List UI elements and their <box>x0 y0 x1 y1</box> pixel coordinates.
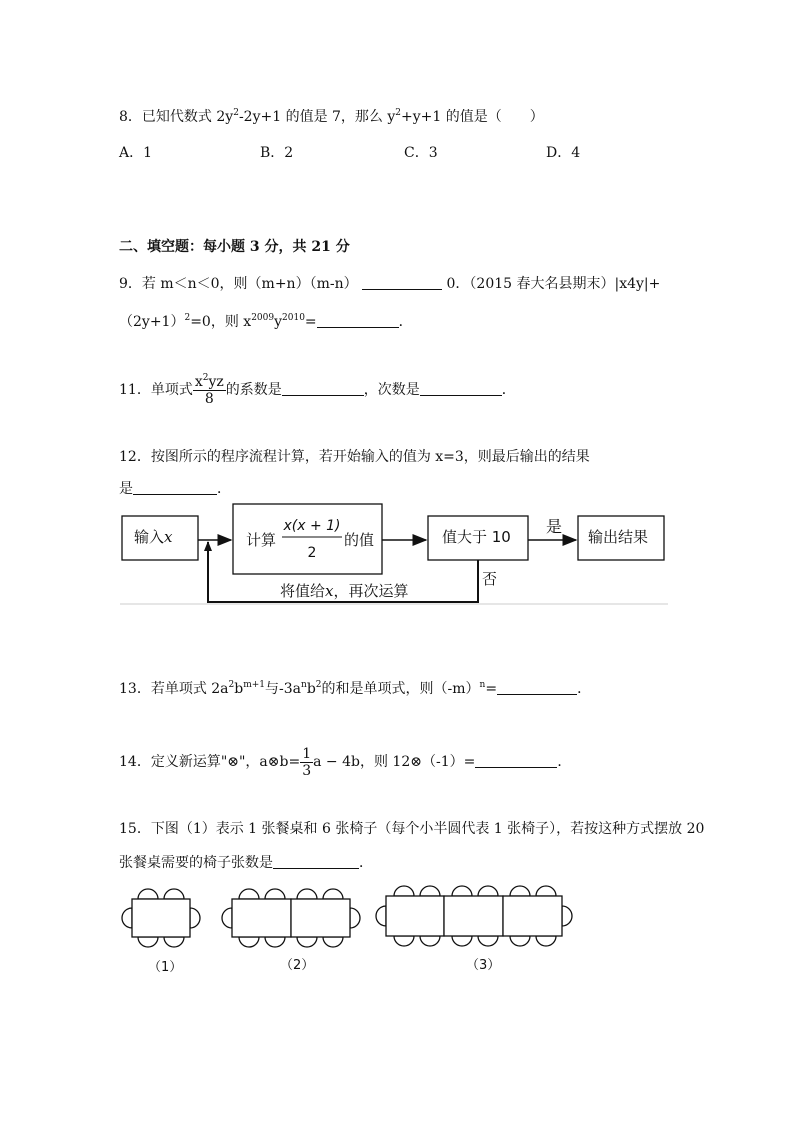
chair <box>164 937 184 947</box>
q11-blank-1[interactable] <box>282 381 364 396</box>
chair <box>297 937 317 947</box>
q13-exp-b: m+1 <box>243 680 266 690</box>
q13-exp-final: n <box>479 680 486 690</box>
q11-end: ． <box>501 382 516 398</box>
chair <box>323 937 343 947</box>
q11-blank-2[interactable] <box>420 381 502 396</box>
chair <box>265 937 285 947</box>
section-heading: 二、填空题：每小题 3 分，共 21 分 <box>119 239 350 255</box>
q8-number: 8． <box>119 109 142 125</box>
question-9-line2: $(2y+1)^2=0$，则 $x^{2009}y^{2010}=$ ． <box>119 313 413 330</box>
table <box>503 896 562 936</box>
question-14 <box>119 742 571 782</box>
question-8 <box>119 108 544 126</box>
chair <box>510 936 530 946</box>
table <box>386 896 444 936</box>
figure-3-label: （3） <box>466 958 501 973</box>
figure-3-tables <box>376 886 572 946</box>
q8-option-d: D．4 <box>546 145 581 161</box>
q13-eq: = <box>485 681 498 697</box>
chair <box>222 908 232 928</box>
q14-frac-num: 1 <box>302 745 312 762</box>
q9-line1: 9．若 m＜n＜0，则（m+n）（m-n） <box>119 276 358 292</box>
chair <box>420 936 440 946</box>
q14-pre: 14．定义新运算"⊗"，a⊗b= <box>119 754 301 770</box>
q9-blank-1[interactable] <box>362 275 442 290</box>
q8-exp2: 2 <box>395 108 402 118</box>
q15-end: ． <box>359 855 373 871</box>
q9-eq: = <box>304 314 317 330</box>
q13-exp-a: 2 <box>228 680 235 690</box>
q14-fraction <box>300 746 313 779</box>
chair <box>164 889 184 899</box>
question-13 <box>119 680 591 698</box>
q13-blank[interactable] <box>497 680 577 695</box>
flow-compute-den: 2 <box>307 545 317 561</box>
chair <box>265 889 285 899</box>
chair <box>394 936 414 946</box>
figure-2-tables <box>222 889 360 947</box>
q13-end: ． <box>577 681 592 697</box>
q15-line2 <box>119 854 373 872</box>
chair <box>190 908 200 928</box>
q8-text-mid: -2y+1 的值是 7，那么 y <box>238 109 396 125</box>
flow-no-label: 否 <box>482 570 498 588</box>
q14-frac-den: 3 <box>302 762 312 779</box>
q9-line1-tail: 0．（2015 春大名县期末）|x4y|+ <box>446 276 661 292</box>
q13-mid: 与-3a <box>265 681 302 697</box>
flow-loop-label: 将值给x，再次运算 <box>280 582 409 600</box>
chair <box>562 906 572 926</box>
q11-frac-x: x <box>194 373 203 390</box>
table <box>232 899 291 937</box>
flow-output-label: 输出结果 <box>588 528 649 546</box>
chair <box>323 889 343 899</box>
q11-frac-den: 8 <box>204 390 214 407</box>
tables-diagram <box>118 880 588 980</box>
figure-1-table <box>122 889 200 947</box>
q14-end: ． <box>557 754 572 770</box>
chair <box>510 886 530 896</box>
chair <box>536 936 556 946</box>
q8-option-b: B．2 <box>260 145 294 161</box>
table <box>291 899 350 937</box>
q9-exp-x: 2009 <box>251 313 275 323</box>
chair <box>138 937 158 947</box>
q13-b: b <box>234 681 244 697</box>
q11-mid: 的系数是 <box>225 382 282 398</box>
flow-compute-num: x(x + 1) <box>283 518 341 534</box>
q13-pre: 13．若单项式 2a <box>119 681 229 697</box>
figure-2-label: （2） <box>280 958 315 973</box>
question-11 <box>119 370 516 410</box>
q14-mid: a − 4b，则 12⊗（-1）= <box>313 754 476 770</box>
flow-yes-label: 是 <box>546 517 563 536</box>
q9-line2-pre: （2y+1） <box>119 314 185 330</box>
chair <box>478 886 498 896</box>
chair <box>452 936 472 946</box>
q12-line2 <box>119 480 231 498</box>
q13-exp-n: n <box>301 680 307 690</box>
q13-b2: b <box>306 681 316 697</box>
chair <box>239 889 259 899</box>
chair <box>350 908 360 928</box>
flow-compute-post: 的值 <box>344 531 375 549</box>
q12-blank[interactable] <box>133 480 217 495</box>
q11-frac-exp: 2 <box>202 372 209 383</box>
q11-fraction <box>193 374 226 407</box>
q8-option-a: A．1 <box>119 145 153 161</box>
q15-line2-text: 张餐桌需要的椅子张数是 <box>119 855 273 871</box>
q8-option-c: C．3 <box>404 145 438 161</box>
q9-exp-y: 2010 <box>282 313 305 323</box>
figure-1-label: （1） <box>148 960 183 975</box>
chair <box>138 889 158 899</box>
chair <box>239 937 259 947</box>
q11-frac-rest: yz <box>208 373 224 390</box>
chair <box>376 906 386 926</box>
flow-compute-pre: 计算 <box>246 531 277 549</box>
q8-exp1: 2 <box>233 108 239 118</box>
q9-y: y <box>274 314 283 330</box>
q12-end: ． <box>217 481 231 497</box>
q9-blank-2[interactable] <box>317 313 399 328</box>
q13-mid2: 的和是单项式，则（-m） <box>321 681 480 697</box>
flow-condition-label: 值大于 10 <box>442 528 511 546</box>
q9-line2-mid: =0，则 x <box>190 314 252 330</box>
chair <box>420 886 440 896</box>
q8-text-post: +y+1 的值是（ ） <box>401 109 544 125</box>
q11-mid2: ，次数是 <box>363 382 420 398</box>
chair <box>536 886 556 896</box>
q14-blank[interactable] <box>475 753 557 768</box>
chair <box>297 889 317 899</box>
table <box>444 896 503 936</box>
q9-line2-exp: 2 <box>184 313 191 323</box>
q15-blank[interactable] <box>273 854 359 869</box>
flow-input-label: 输入x <box>134 528 173 546</box>
q11-number: 11．单项式 <box>119 382 193 398</box>
chair <box>394 886 414 896</box>
chair <box>478 936 498 946</box>
question-9 <box>119 275 660 293</box>
q12-line1: 12．按图所示的程序流程计算，若开始输入的值为 x=3，则最后输出的结果 <box>119 449 590 465</box>
chair <box>452 886 472 896</box>
flowchart <box>118 500 678 610</box>
q15-line1: 15．下图（1）表示 1 张餐桌和 6 张椅子（每个小半圆代表 1 张椅子），若按这种方式摆放 20 <box>119 821 705 837</box>
q13-exp-b2: 2 <box>315 680 322 690</box>
table <box>132 899 190 937</box>
chair <box>122 908 132 928</box>
q8-text: 已知代数式 2y <box>141 109 234 125</box>
q12-line2-text: 是 <box>119 481 133 497</box>
